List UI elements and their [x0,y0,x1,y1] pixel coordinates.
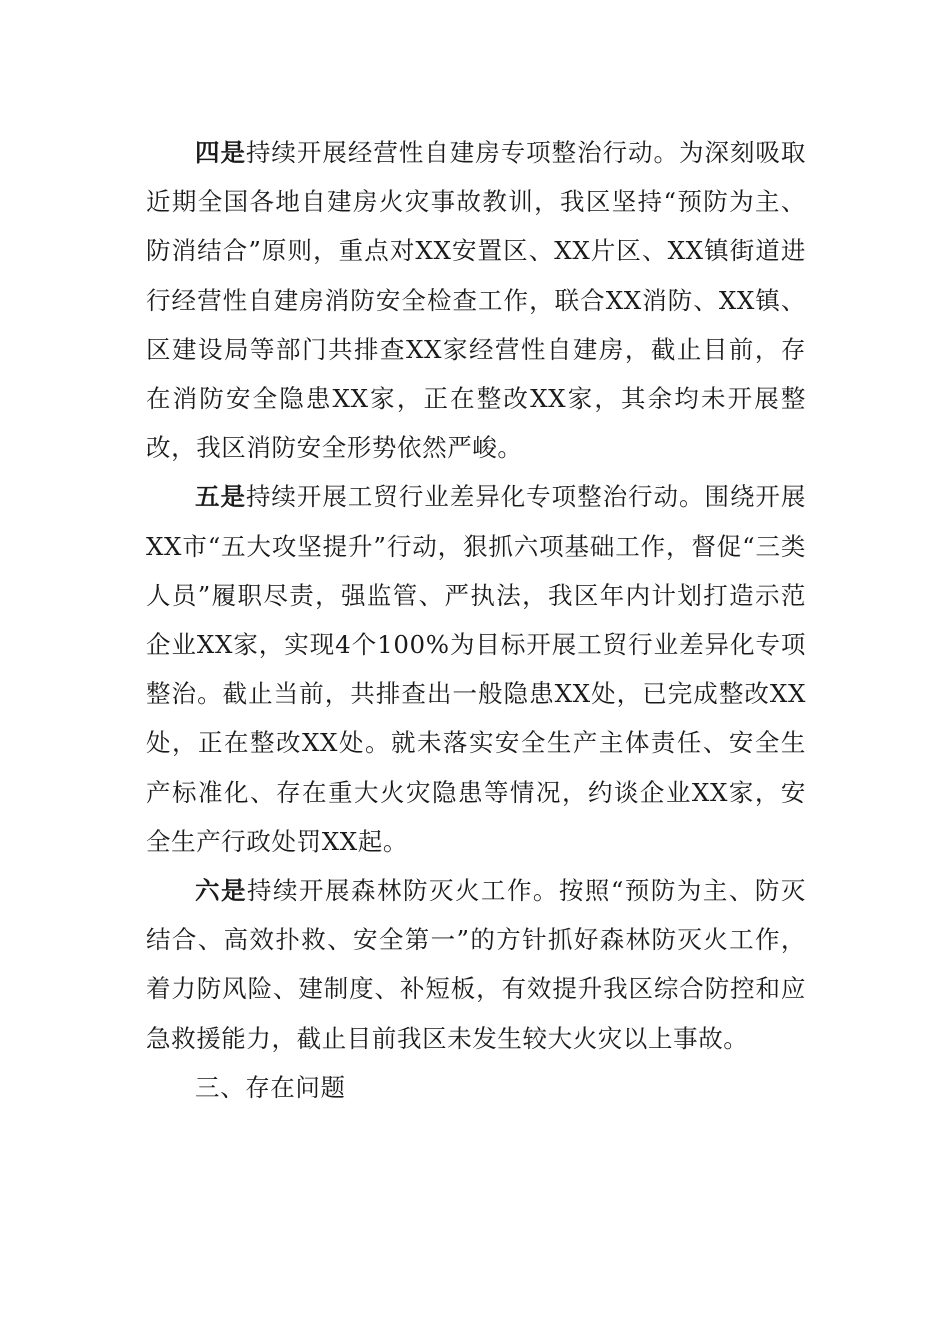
document-body [146,128,806,1112]
paragraph-lead: 五是 [195,482,246,512]
section-heading: 三、存在问题 [195,1072,346,1102]
paragraph-item-6 [146,866,806,1063]
paragraph-text: 持续开展森林防灭火工作。按照“预防为主、防灭结合、高效扑救、安全第一”的方针抓好森林防灭火工作，着力防风险、建制度、补短板，有效提升我区综合防控和应急救援能力，截止目前我区未发生较大火灾以上事故。 [146,876,806,1053]
paragraph-text: 持续开展工贸行业差异化专项整治行动。围绕开展XX市“五大攻坚提升”行动，狠抓六项基础工作，督促“三类人员”履职尽责，强监管、严执法，我区年内计划打造示范企业XX家，实现4个100%为目标开展工贸行业差异化专项整治。截止当前，共排查出一般隐患XX处，已完成整改XX处，正在整改XX处。就未落实安全生产主体责任、安全生产标准化、存在重大火灾隐患等情况，约谈企业XX家，安全生产行政处罚XX起。 [146,482,806,856]
paragraph-item-5 [146,472,806,866]
paragraph-lead: 四是 [195,138,246,167]
paragraph-item-4 [146,128,806,472]
paragraph-lead: 六是 [195,876,247,906]
paragraph-text: 持续开展经营性自建房专项整治行动。为深刻吸取近期全国各地自建房火灾事故教训，我区坚持“预防为主、防消结合”原则，重点对XX安置区、XX片区、XX镇街道进行经营性自建房消防安全检查工作，联合XX消防、XX镇、区建设局等部门共排查XX家经营性自建房，截止目前，存在消防安全隐患XX家，正在整改XX家，其余均未开展整改，我区消防安全形势依然严峻。 [146,138,806,463]
